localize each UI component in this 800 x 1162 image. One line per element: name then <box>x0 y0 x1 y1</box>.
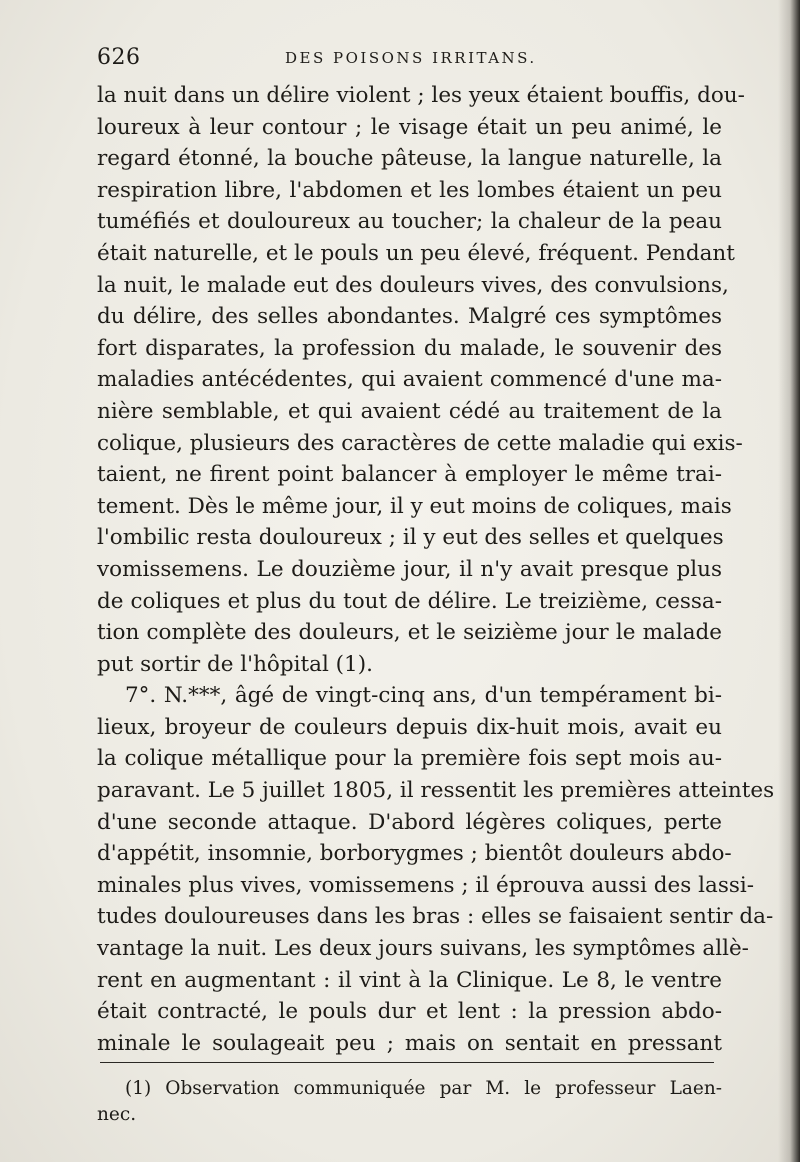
text-line: vantage la nuit. Les deux jours suivans, les symptômes allè- <box>97 936 749 962</box>
text-line: rent en augmentant : il vint à la Clinique. Le 8, le ventre <box>97 967 722 993</box>
text-line: d'appétit, insomnie, borborygmes ; bientôt douleurs abdo- <box>97 841 732 867</box>
page-number: 626 <box>97 45 141 70</box>
text-line: colique, plusieurs des caractères de cette maladie qui exis- <box>97 430 743 456</box>
paragraph-start-line: 7°. N.***, âgé de vingt-cinq ans, d'un tempérament bi- <box>125 683 722 709</box>
text-line: tuméfiés et douloureux au toucher; la chaleur de la peau <box>97 209 722 235</box>
text-line: paravant. Le 5 juillet 1805, il ressentit les premières atteintes <box>97 778 775 804</box>
text-line: tion complète des douleurs, et le seizième jour le malade <box>97 620 722 646</box>
text-line: l'ombilic resta douloureux ; il y eut des selles et quelques <box>97 525 724 551</box>
text-line: tement. Dès le même jour, il y eut moins de coliques, mais <box>97 493 732 519</box>
running-title: DES POISONS IRRITANS. <box>285 49 537 67</box>
text-line: vomissemens. Le douzième jour, il n'y avait presque plus <box>97 556 722 582</box>
text-line: maladies antécédentes, qui avaient commencé d'une ma- <box>97 367 722 393</box>
footnote-line: nec. <box>97 1104 137 1125</box>
text-line: nière semblable, et qui avaient cédé au traitement de la <box>97 398 722 424</box>
text-line: minale le soulageait peu ; mais on sentait en pressant <box>97 1030 722 1056</box>
text-line: de coliques et plus du tout de délire. Le treizième, cessa- <box>97 588 722 614</box>
text-line: d'une seconde attaque. D'abord légères coliques, perte <box>97 809 722 835</box>
text-line: regard étonné, la bouche pâteuse, la langue naturelle, la <box>97 146 722 172</box>
text-line: loureux à leur contour ; le visage était un peu animé, le <box>97 114 722 140</box>
body-text <box>97 80 775 1059</box>
running-head <box>97 45 722 75</box>
text-line: put sortir de l'hôpital (1). <box>97 651 373 677</box>
text-line: taient, ne firent point balancer à employer le même trai- <box>97 462 722 488</box>
page-edge-shadow <box>778 0 800 1162</box>
text-line: tudes douloureuses dans les bras : elles se faisaient sentir da- <box>97 904 774 930</box>
text-line: lieux, broyeur de couleurs depuis dix-huit mois, avait eu <box>97 714 722 740</box>
footnote-line: (1) Observation communiquée par M. le professeur Laen- <box>125 1078 722 1099</box>
text-line: était contracté, le pouls dur et lent : la pression abdo- <box>97 999 722 1025</box>
footnote <box>97 1076 722 1128</box>
text-line: respiration libre, l'abdomen et les lombes étaient un peu <box>97 177 722 203</box>
footnote-rule <box>100 1062 714 1063</box>
text-line: la nuit, le malade eut des douleurs vives, des convulsions, <box>97 272 729 298</box>
text-line: fort disparates, la profession du malade, le souvenir des <box>97 335 722 361</box>
text-line: du délire, des selles abondantes. Malgré ces symptômes <box>97 304 722 330</box>
text-line: était naturelle, et le pouls un peu élevé, fréquent. Pendant <box>97 240 735 266</box>
text-line: la nuit dans un délire violent ; les yeux étaient bouffis, dou- <box>97 83 745 108</box>
text-line: la colique métallique pour la première fois sept mois au- <box>97 746 722 772</box>
text-line: minales plus vives, vomissemens ; il éprouva aussi des lassi- <box>97 872 755 898</box>
